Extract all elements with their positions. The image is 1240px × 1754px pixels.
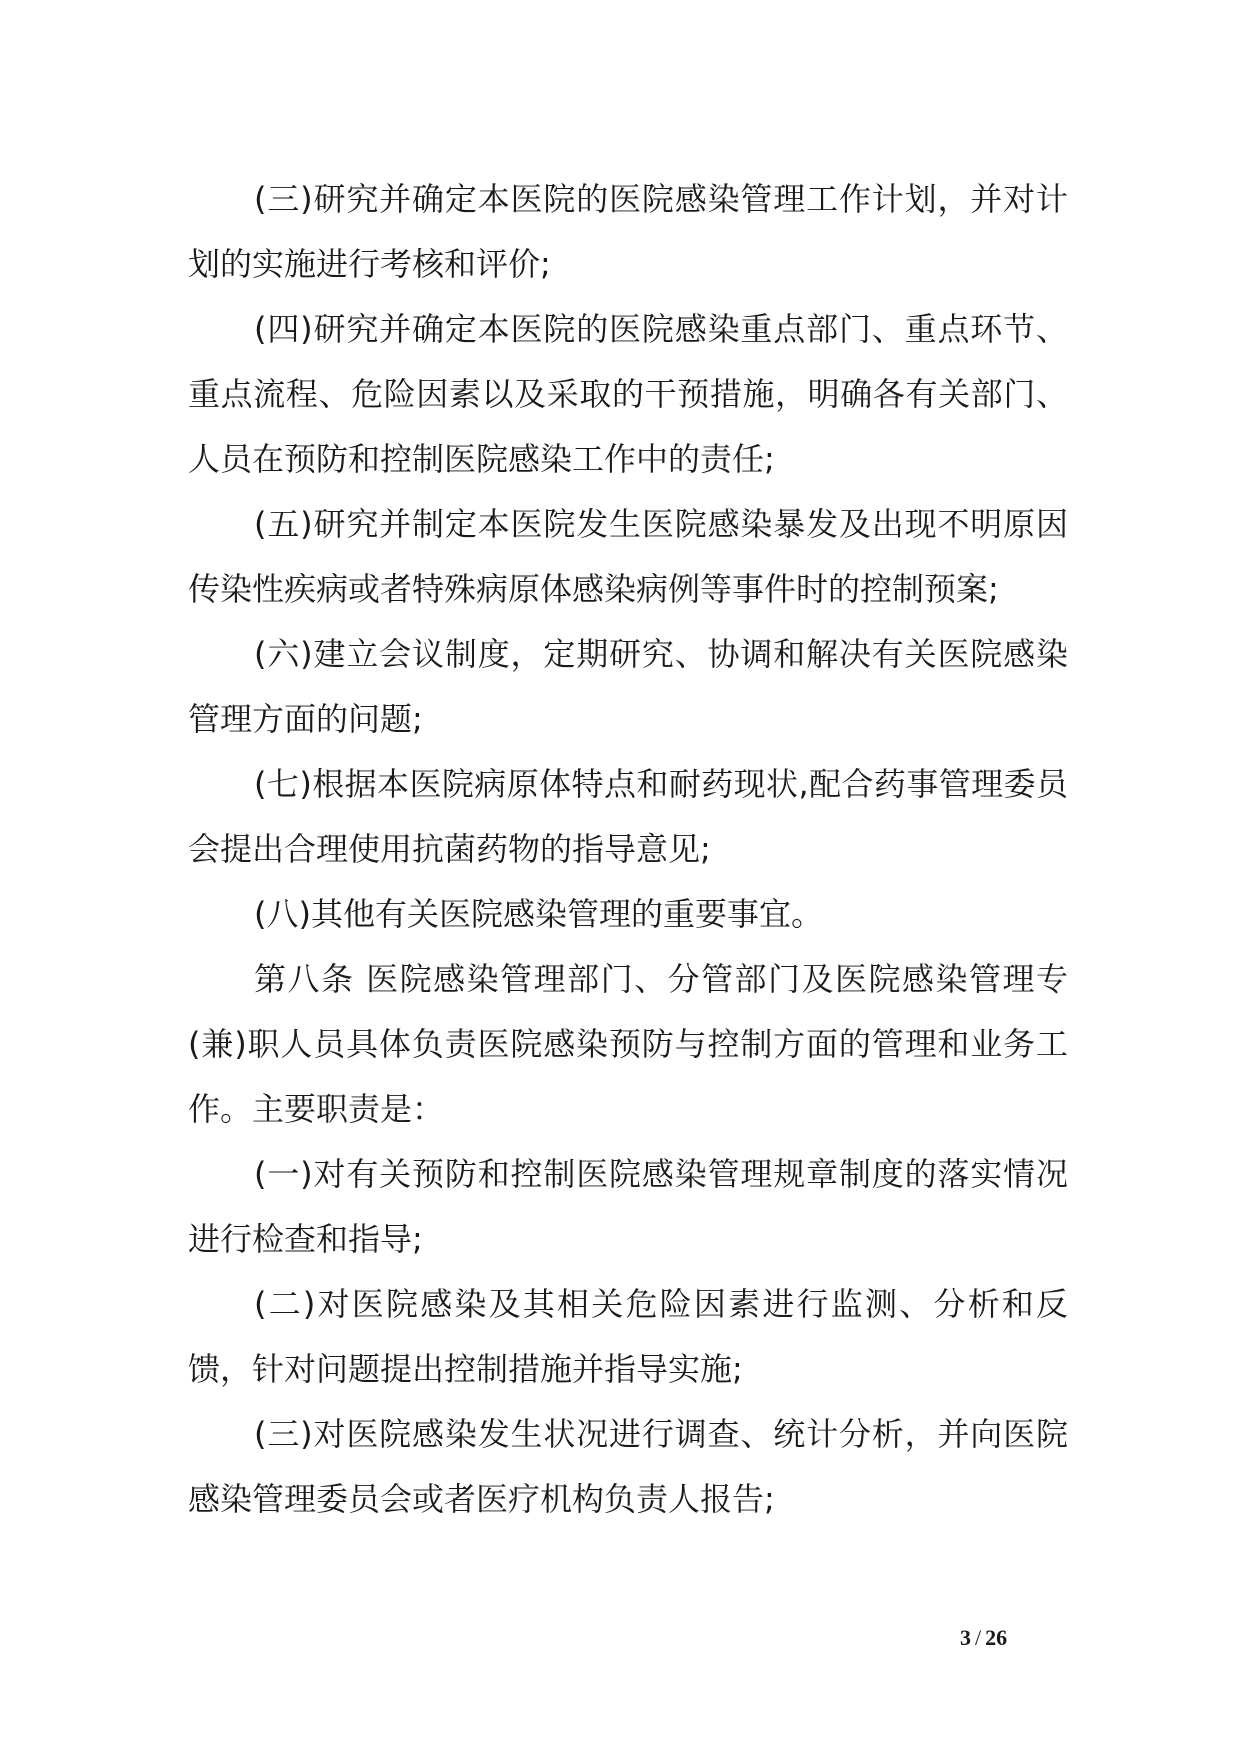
paragraph: (六)建立会议制度，定期研究、协调和解决有关医院感染管理方面的问题; (188, 635, 1068, 738)
page-number-separator: / (975, 1625, 982, 1650)
paragraph: (七)根据本医院病原体特点和耐药现状,配合药事管理委员会提出合理使用抗菌药物的指导意见; (188, 765, 1068, 868)
paragraph: (八)其他有关医院感染管理的重要事宜。 (254, 895, 823, 933)
paragraph: (一)对有关预防和控制医院感染管理规章制度的落实情况进行检查和指导; (188, 1155, 1068, 1258)
current-page-number: 3 (960, 1625, 971, 1650)
paragraph: (三)研究并确定本医院的医院感染管理工作计划，并对计划的实施进行考核和评价; (188, 180, 1068, 283)
paragraph: (五)研究并制定本医院发生医院感染暴发及出现不明原因传染性疾病或者特殊病原体感染病例等事件时的控制预案; (188, 505, 1068, 608)
paragraph: (三)对医院感染发生状况进行调查、统计分析，并向医院感染管理委员会或者医疗机构负责人报告; (188, 1415, 1068, 1518)
page-number (960, 1625, 1007, 1651)
document-body (188, 167, 1068, 1532)
paragraph: (四)研究并确定本医院的医院感染重点部门、重点环节、重点流程、危险因素以及采取的干预措施，明确各有关部门、人员在预防和控制医院感染工作中的责任; (188, 310, 1068, 478)
paragraph: 第八条 医院感染管理部门、分管部门及医院感染管理专(兼)职人员具体负责医院感染预防与控制方面的管理和业务工作。主要职责是： (188, 960, 1068, 1128)
total-page-count: 26 (985, 1625, 1008, 1650)
paragraph: (二)对医院感染及其相关危险因素进行监测、分析和反馈，针对问题提出控制措施并指导实施; (188, 1285, 1068, 1388)
